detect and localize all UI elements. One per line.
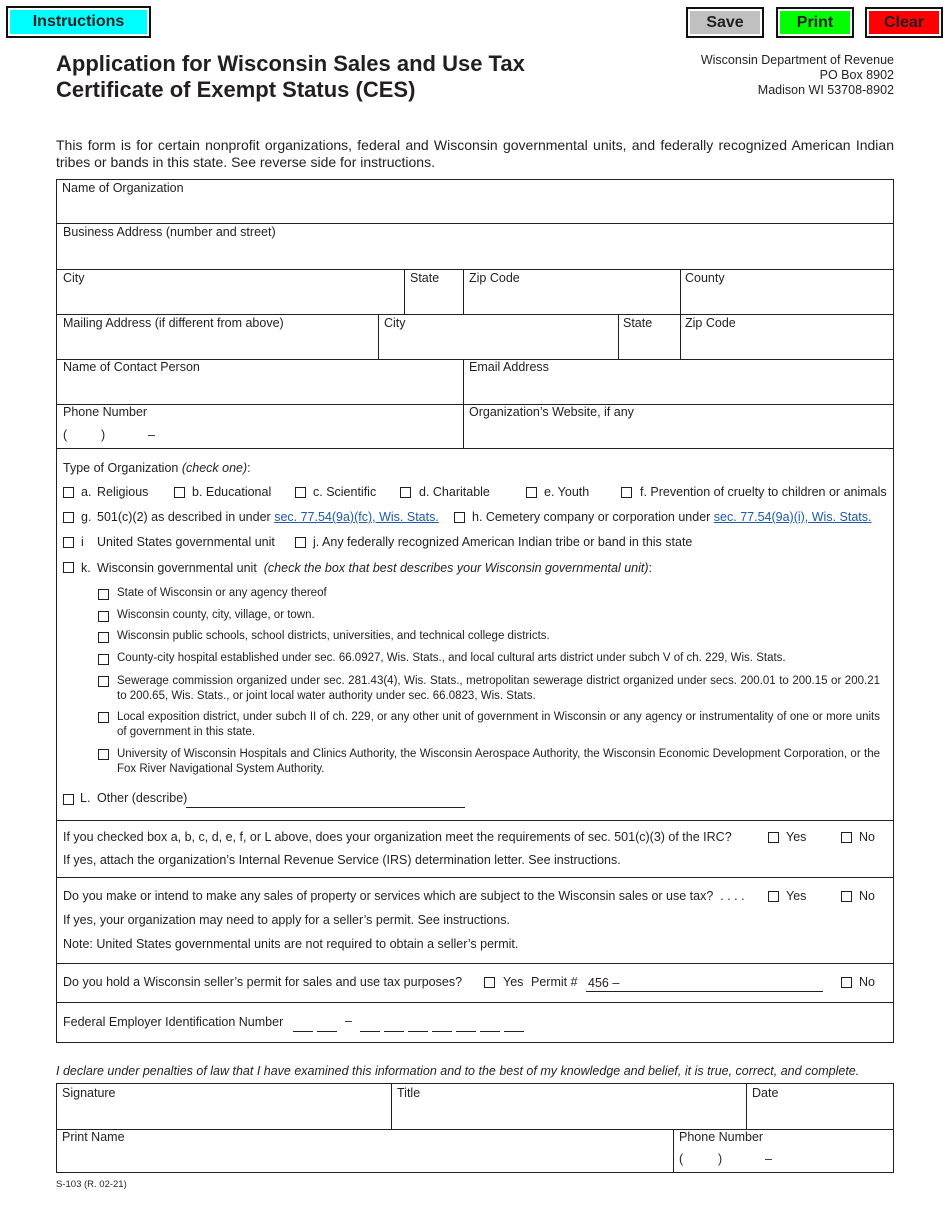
title-line-2: Certificate of Exempt Status (CES) [56,77,416,102]
qpermit-no-checkbox[interactable] [841,977,852,988]
print-name-field[interactable] [57,1130,673,1172]
date-field[interactable] [747,1084,893,1129]
signer-phone-close-paren: ) [718,1152,723,1166]
org-type-heading: Type of Organization (check one): [63,461,251,475]
option-d-label: d. Charitable [419,485,490,499]
k-option-public-schools: Wisconsin public schools, school districts, universities, and technical college districts. [117,630,550,642]
print-name-label: Print Name [62,1130,125,1144]
checkbox-b-educational[interactable] [174,487,185,498]
checkbox-i-us-government[interactable] [63,537,74,548]
email-label: Email Address [469,360,549,374]
checkbox-g-501c2[interactable] [63,512,74,523]
option-g-label: 501(c)(2) as described in under sec. 77.54(9a)(fc), Wis. Stats. [97,510,439,524]
option-c-label: c. Scientific [313,485,377,499]
fein-digit-9[interactable] [504,1031,524,1032]
option-l-letter: L. [80,791,91,805]
option-i-label: United States governmental unit [97,535,275,549]
permit-number-label: Permit # [531,975,578,989]
link-sec-77-54-9a-i[interactable]: sec. 77.54(9a)(i), Wis. Stats. [713,510,872,524]
zip-label: Zip Code [469,271,520,285]
option-k-letter: k. [81,561,91,575]
form-number: S-103 (R. 02-21) [56,1179,127,1190]
qpermit-no-label: No [859,975,875,989]
k-option-authorities: University of Wisconsin Hospitals and Clinics Authority, the Wisconsin Aerospace Authority, the Wisconsin Economic Development Corporation, or the Fox River Navigational System Authority. [117,748,880,775]
fein-digit-7[interactable] [456,1031,476,1032]
title-label: Title [397,1086,421,1100]
print-button[interactable]: Print [776,7,854,38]
business-address-label: Business Address (number and street) [63,225,276,239]
q501c3-question: If you checked box a, b, c, d, e, f, or L above, does your organization meet the requirements of sec. 501(c)(3) of the IRC? [63,830,732,844]
checkbox-e-youth[interactable] [526,487,537,498]
date-label: Date [752,1086,779,1100]
checkbox-k-county-city[interactable] [98,611,109,622]
contact-person-label: Name of Contact Person [63,360,200,374]
checkbox-c-scientific[interactable] [295,487,306,498]
q501c3-yes-label: Yes [786,830,807,844]
fein-digit-2[interactable] [317,1031,337,1032]
checkbox-k-exposition[interactable] [98,712,109,723]
signature-label: Signature [62,1086,116,1100]
phone-label: Phone Number [63,405,148,419]
fein-digit-1[interactable] [293,1031,313,1032]
checkbox-k-public-schools[interactable] [98,632,109,643]
mailing-address-field[interactable] [57,315,378,359]
save-button[interactable]: Save [686,7,764,38]
checkbox-d-charitable[interactable] [400,487,411,498]
dept-po-box: PO Box 8902 [819,68,894,82]
mailing-zip-label: Zip Code [685,316,736,330]
qpermit-yes-checkbox[interactable] [484,977,495,988]
checkbox-f-prevention-cruelty[interactable] [621,487,632,498]
contact-person-field[interactable] [57,360,463,404]
org-name-label: Name of Organization [62,181,184,195]
title-line-1: Application for Wisconsin Sales and Use Tax [56,51,525,76]
mailing-city-label: City [384,316,406,330]
business-address-field[interactable] [57,224,893,269]
title-field[interactable] [392,1084,746,1129]
application-form [56,179,894,1043]
qsales-no-checkbox[interactable] [841,891,852,902]
fein-digit-3[interactable] [360,1031,380,1032]
zip-field[interactable] [464,270,680,314]
k-option-exposition: Local exposition district, under subch II of ch. 229, or any other unit of government in Wisconsin or any agency or instrumentality of one or more units of government in this state. [117,711,880,738]
qsales-note-2: Note: United States governmental units are not required to obtain a seller’s permit. [63,937,519,951]
option-j-label: j. Any federally recognized American Indian tribe or band in this state [313,535,693,549]
qpermit-yes-label: Yes [503,975,524,989]
clear-button[interactable]: Clear [865,7,943,38]
qsales-no-label: No [859,889,875,903]
other-describe-input[interactable] [186,807,465,808]
signer-phone-field[interactable] [674,1130,893,1172]
county-label: County [685,271,725,285]
option-i-letter: i [81,535,84,549]
fein-digit-4[interactable] [384,1031,404,1032]
option-f-label: f. Prevention of cruelty to children or animals [640,485,887,499]
state-label: State [410,271,440,285]
county-field[interactable] [681,270,893,314]
mailing-state-label: State [623,316,653,330]
checkbox-l-other[interactable] [63,794,74,805]
option-l-label: Other (describe) [97,791,188,805]
phone-dash: – [148,428,155,442]
signature-section [56,1083,894,1173]
checkbox-k-wisconsin-government[interactable] [63,562,74,573]
fein-digit-8[interactable] [480,1031,500,1032]
checkbox-k-authorities[interactable] [98,749,109,760]
fein-dash: – [345,1014,352,1028]
link-sec-77-54-9a-fc[interactable]: sec. 77.54(9a)(fc), Wis. Stats. [274,510,439,524]
option-e-label: e. Youth [544,485,590,499]
city-label: City [63,271,85,285]
org-name-field[interactable] [57,180,893,223]
phone-open-paren: ( [63,428,68,442]
q501c3-yes-checkbox[interactable] [768,832,779,843]
checkbox-a-religious[interactable] [63,487,74,498]
mailing-city-field[interactable] [379,315,618,359]
checkbox-k-hospital[interactable] [98,654,109,665]
page-title [56,51,525,103]
phone-close-paren: ) [101,428,106,442]
option-a-label: Religious [97,485,149,499]
signer-phone-open-paren: ( [679,1152,684,1166]
checkbox-k-state-agency[interactable] [98,589,109,600]
email-field[interactable] [464,360,893,404]
option-b-label: b. Educational [192,485,272,499]
instructions-button[interactable]: Instructions [6,6,151,38]
k-option-sewerage: Sewerage commission organized under sec. 281.43(4), Wis. Stats., metropolitan sewerage district organized under secs. 200.01 to 200.15 or 200.21 to 200.65, Wis. Stats., or joint local water authority under sec. 66.0823, Wis. Stats. [117,675,880,702]
website-label: Organization’s Website, if any [469,405,634,419]
signature-field[interactable] [57,1084,391,1129]
qsales-yes-checkbox[interactable] [768,891,779,902]
department-address [701,53,894,98]
k-option-hospital: County-city hospital established under sec. 66.0927, Wis. Stats., and local cultural arts district under subch V of ch. 229, Wis. Stats. [117,652,786,664]
website-field[interactable] [464,405,893,448]
k-option-county-city: Wisconsin county, city, village, or town. [117,609,315,621]
checkbox-k-sewerage[interactable] [98,676,109,687]
q501c3-no-label: No [859,830,875,844]
q501c3-note: If yes, attach the organization’s Internal Revenue Service (IRS) determination letter. See instructions. [63,853,621,867]
mailing-address-label: Mailing Address (if different from above) [63,316,284,330]
mailing-zip-field[interactable] [681,315,893,359]
state-field[interactable] [405,270,463,314]
qsales-yes-label: Yes [786,889,807,903]
fein-digit-5[interactable] [408,1031,428,1032]
checkbox-j-indian-tribe[interactable] [295,537,306,548]
fein-label: Federal Employer Identification Number [63,1015,284,1029]
checkbox-h-cemetery[interactable] [454,512,465,523]
dept-name: Wisconsin Department of Revenue [700,53,894,67]
dept-city: Madison WI 53708-8902 [757,83,894,97]
option-g-letter: g. [81,510,92,524]
mailing-state-field[interactable] [619,315,680,359]
option-k-label: Wisconsin governmental unit (check the box that best describes your Wisconsin governmental unit): [97,561,653,575]
permit-number-value: 456 – [588,976,620,990]
city-field[interactable] [57,270,404,314]
intro-text: This form is for certain nonprofit organizations, federal and Wisconsin governmental units, and federally recognized American Indian tribes or bands in this state. See reverse side for instructions. [56,137,894,170]
option-a-letter: a. [81,485,92,499]
fein-digit-6[interactable] [432,1031,452,1032]
option-h-label: h. Cemetery company or corporation under sec. 77.54(9a)(i), Wis. Stats. [472,510,872,524]
k-option-state-agency: State of Wisconsin or any agency thereof [117,587,327,599]
qpermit-question: Do you hold a Wisconsin seller’s permit for sales and use tax purposes? [63,975,463,989]
signer-phone-dash: – [765,1152,772,1166]
q501c3-no-checkbox[interactable] [841,832,852,843]
qsales-question: Do you make or intend to make any sales of property or services which are subject to the Wisconsin sales or use tax? . . . . [63,889,745,903]
permit-number-input[interactable] [586,991,823,992]
signer-phone-label: Phone Number [679,1130,764,1144]
qsales-note-1: If yes, your organization may need to apply for a seller’s permit. See instructions. [63,913,510,927]
phone-field[interactable] [57,405,463,448]
declaration-text: I declare under penalties of law that I have examined this information and to the best of my knowledge and belief, it is true, correct, and complete. [56,1064,860,1078]
